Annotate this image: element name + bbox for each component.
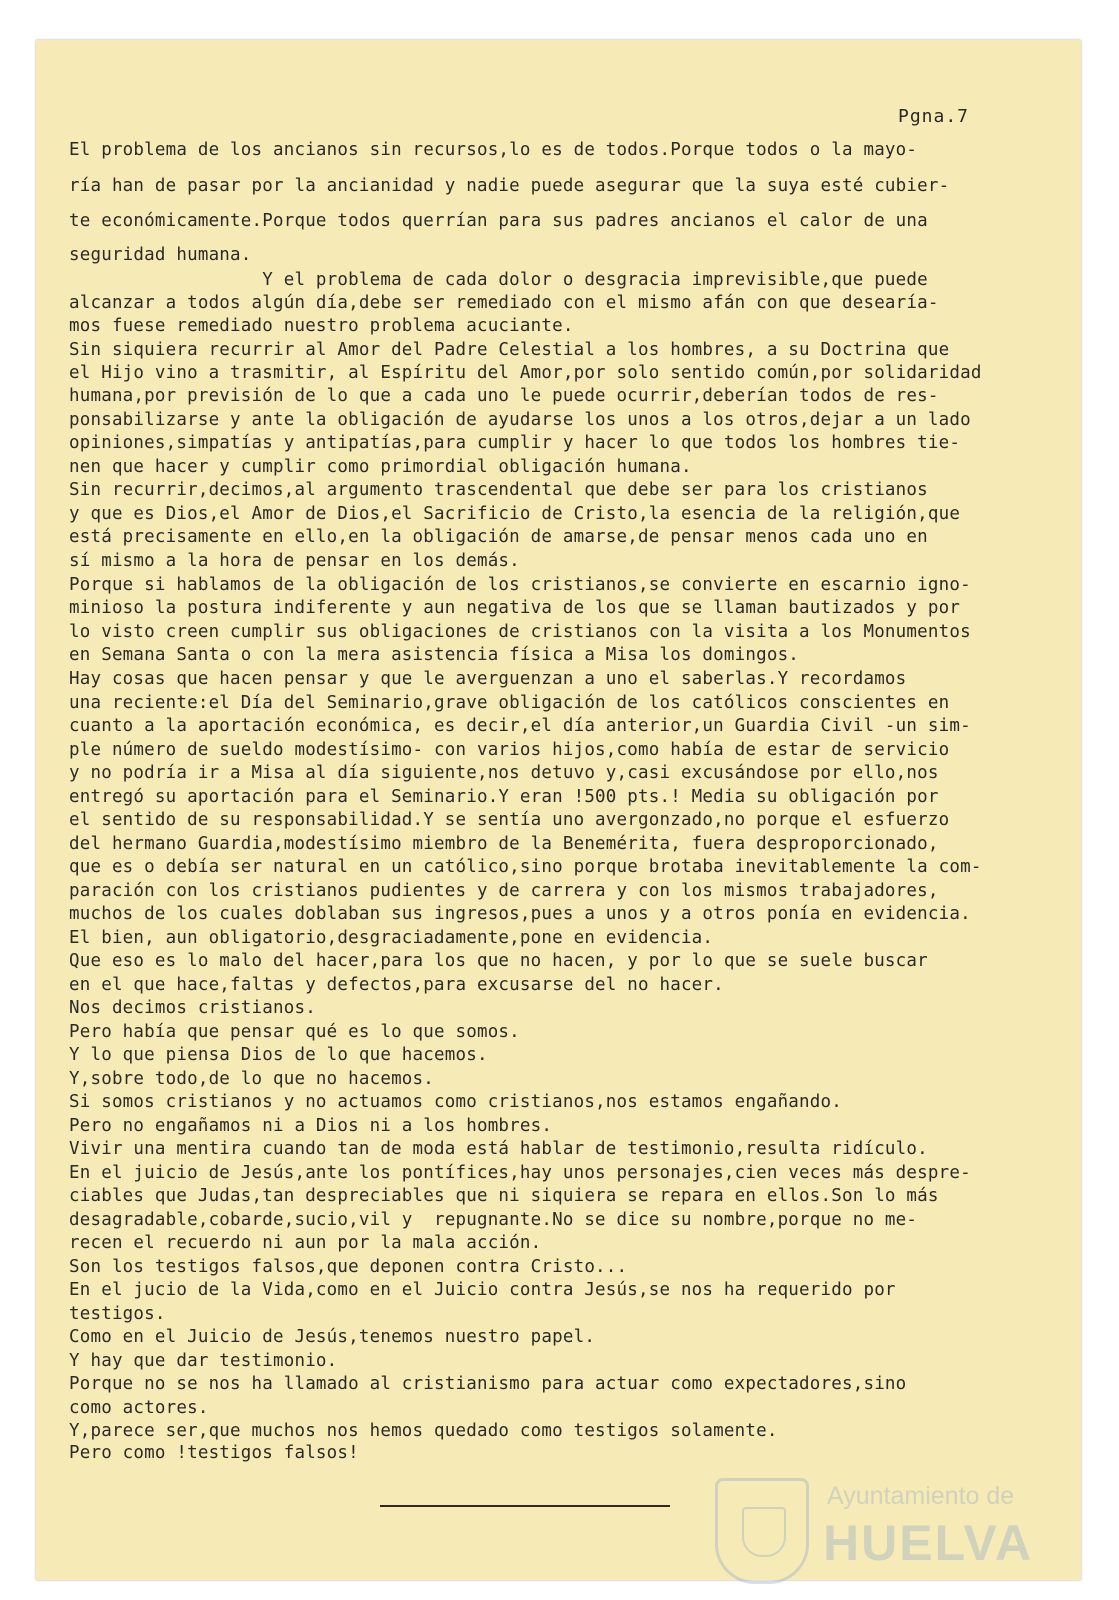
text-line: entregó su aportación para el Seminario.Y eran !500 pts.! Media su obligación por xyxy=(69,787,939,807)
text-line: Y lo que piensa Dios de lo que hacemos. xyxy=(69,1045,488,1065)
text-line: Pero había que pensar qué es lo que somos. xyxy=(69,1022,520,1042)
text-line: ple número de sueldo modestísimo- con varios hijos,como había de estar de servicio xyxy=(69,740,950,760)
coat-of-arms-icon xyxy=(715,1478,809,1584)
text-line: Porque no se nos ha llamado al cristianismo para actuar como expectadores,sino xyxy=(69,1374,907,1394)
text-line: minioso la postura indiferente y aun negativa de los que se llaman bautizados y por xyxy=(69,598,961,618)
text-line: testigos. xyxy=(69,1304,166,1324)
text-line: en el que hace,faltas y defectos,para excusarse del no hacer. xyxy=(69,975,724,995)
text-line: alcanzar a todos algún día,debe ser remediado con el mismo afán con que desearía- xyxy=(69,293,939,313)
text-line: seguridad humana. xyxy=(69,245,252,265)
text-line: y que es Dios,el Amor de Dios,el Sacrificio de Cristo,la esencia de la religión,que xyxy=(69,504,961,524)
text-line: cuanto a la aportación económica, es decir,el día anterior,un Guardia Civil -un sim- xyxy=(69,716,971,736)
text-line: lo visto creen cumplir sus obligaciones de cristianos con la visita a los Monumentos xyxy=(69,622,971,642)
text-line: el Hijo vino a trasmitir, al Espíritu del Amor,por solo sentido común,por solidaridad xyxy=(69,363,982,383)
text-line: Que eso es lo malo del hacer,para los que no hacen, y por lo que se suele buscar xyxy=(69,951,928,971)
text-line: nen que hacer y cumplir como primordial obligación humana. xyxy=(69,457,692,477)
text-line: del hermano Guardia,modestísimo miembro de la Benemérita, fuera desproporcionado, xyxy=(69,834,939,854)
closing-rule xyxy=(380,1505,670,1507)
text-line: Y,parece ser,que muchos nos hemos quedado como testigos solamente. xyxy=(69,1421,778,1441)
text-line: sí mismo a la hora de pensar en los demás. xyxy=(69,551,520,571)
page-number: Pgna.7 xyxy=(898,106,970,127)
watermark-text-top: Ayuntamiento de xyxy=(827,1482,1015,1510)
text-line: Pero no engañamos ni a Dios ni a los hombres. xyxy=(69,1116,553,1136)
text-line: Son los testigos falsos,que deponen contra Cristo... xyxy=(69,1257,628,1277)
text-line: muchos de los cuales doblaban sus ingresos,pues a unos y a otros ponía en evidencia. xyxy=(69,904,971,924)
text-line: En el jucio de la Vida,como en el Juicio contra Jesús,se nos ha requerido por xyxy=(69,1280,896,1300)
text-line: El problema de los ancianos sin recursos,lo es de todos.Porque todos o la mayo- xyxy=(69,140,918,160)
watermark-text-bottom: HUELVA xyxy=(823,1515,1034,1571)
text-line: y no podría ir a Misa al día siguiente,nos detuvo y,casi excusándose por ello,nos xyxy=(69,763,939,783)
text-line: está precisamente en ello,en la obligación de amarse,de pensar menos cada uno en xyxy=(69,527,928,547)
text-line: Porque si hablamos de la obligación de los cristianos,se convierte en escarnio igno- xyxy=(69,575,971,595)
text-line: como actores. xyxy=(69,1398,209,1418)
text-line: Vivir una mentira cuando tan de moda está hablar de testimonio,resulta ridículo. xyxy=(69,1139,928,1159)
text-line: humana,por previsión de lo que a cada uno le puede ocurrir,deberían todos de res- xyxy=(69,386,939,406)
text-line: opiniones,simpatías y antipatías,para cumplir y hacer lo que todos los hombres tie- xyxy=(69,433,961,453)
text-line: ciables que Judas,tan despreciables que ni siquiera se repara en ellos.Son lo más xyxy=(69,1186,939,1206)
text-line: Y hay que dar testimonio. xyxy=(69,1351,338,1371)
text-line: recen el recuerdo ni aun por la mala acción. xyxy=(69,1233,542,1253)
text-line: Y el problema de cada dolor o desgracia imprevisible,que puede xyxy=(69,270,928,290)
text-line: ponsabilizarse y ante la obligación de ayudarse los unos a los otros,dejar a un lado xyxy=(69,410,971,430)
watermark xyxy=(715,1478,1045,1583)
text-line: Nos decimos cristianos. xyxy=(69,998,316,1018)
text-line: desagradable,cobarde,sucio,vil y repugnante.No se dice su nombre,porque no me- xyxy=(69,1210,918,1230)
text-line: El bien, aun obligatorio,desgraciadamente,pone en evidencia. xyxy=(69,928,714,948)
text-line: que es o debía ser natural en un católico,sino porque brotaba inevitablemente la com- xyxy=(69,857,982,877)
text-line: Como en el Juicio de Jesús,tenemos nuestro papel. xyxy=(69,1327,596,1347)
text-line: el sentido de su responsabilidad.Y se sentía uno avergonzado,no porque el esfuerzo xyxy=(69,810,950,830)
text-line: Hay cosas que hacen pensar y que le averguenzan a uno el saberlas.Y recordamos xyxy=(69,669,907,689)
text-line: Si somos cristianos y no actuamos como cristianos,nos estamos engañando. xyxy=(69,1092,842,1112)
text-line: en Semana Santa o con la mera asistencia física a Misa los domingos. xyxy=(69,645,800,665)
text-line: te económicamente.Porque todos querrían para sus padres ancianos el calor de una xyxy=(69,211,928,231)
text-line: ría han de pasar por la ancianidad y nadie puede asegurar que la suya esté cubier- xyxy=(69,176,950,196)
text-line: paración con los cristianos pudientes y de carrera y con los mismos trabajadores, xyxy=(69,881,939,901)
text-line: Pero como !testigos falsos! xyxy=(69,1443,359,1463)
text-line: En el juicio de Jesús,ante los pontífices,hay unos personajes,cien veces más despre- xyxy=(69,1163,971,1183)
text-line: una reciente:el Día del Seminario,grave obligación de los católicos conscientes en xyxy=(69,693,950,713)
text-line: mos fuese remediado nuestro problema acuciante. xyxy=(69,316,574,336)
text-line: Sin siquiera recurrir al Amor del Padre Celestial a los hombres, a su Doctrina que xyxy=(69,340,950,360)
text-line: Y,sobre todo,de lo que no hacemos. xyxy=(69,1069,435,1089)
text-line: Sin recurrir,decimos,al argumento trascendental que debe ser para los cristianos xyxy=(69,480,928,500)
